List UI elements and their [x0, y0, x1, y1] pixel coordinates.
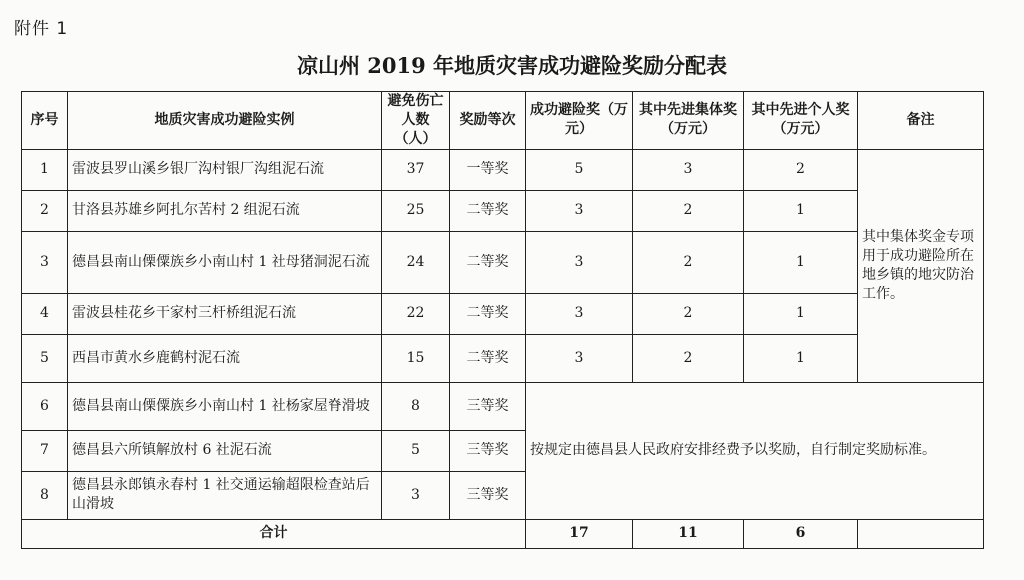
table-row — [22, 293, 984, 334]
page-title: 凉山州 2019 年地质灾害成功避险奖励分配表 — [296, 53, 728, 78]
row-avoided: 37 — [382, 149, 450, 190]
row-level: 二等奖 — [450, 334, 526, 382]
table-row — [22, 149, 984, 190]
header-seq: 序号 — [22, 92, 68, 150]
header-case: 地质灾害成功避险实例 — [68, 92, 382, 150]
row-reward: 3 — [526, 334, 633, 382]
attachment-label: 附件 1 — [14, 19, 69, 39]
row-collective: 2 — [633, 231, 744, 293]
row-reward: 5 — [526, 149, 633, 190]
row-case: 德昌县南山傈僳族乡小南山村 1 社母猪洞泥石流 — [68, 231, 382, 293]
row-collective: 2 — [633, 293, 744, 334]
row-level: 三等奖 — [450, 471, 526, 519]
total-individual: 6 — [744, 519, 858, 548]
row-seq: 6 — [22, 382, 68, 430]
row-level: 二等奖 — [450, 190, 526, 231]
row-level: 三等奖 — [450, 430, 526, 471]
table-row — [22, 382, 984, 430]
reward-table — [21, 91, 984, 549]
note-lower: 按规定由德昌县人民政府安排经费予以奖励，自行制定奖励标准。 — [526, 382, 984, 519]
row-collective: 2 — [633, 190, 744, 231]
row-case: 雷波县罗山溪乡银厂沟村银厂沟组泥石流 — [68, 149, 382, 190]
header-individual: 其中先进个人奖（万元） — [744, 92, 858, 150]
row-level: 一等奖 — [450, 149, 526, 190]
row-avoided: 3 — [382, 471, 450, 519]
row-avoided: 8 — [382, 382, 450, 430]
row-avoided: 5 — [382, 430, 450, 471]
row-individual: 1 — [744, 293, 858, 334]
row-case: 德昌县永郎镇永春村 1 社交通运输超限检查站后山滑坡 — [68, 471, 382, 519]
table-row — [22, 190, 984, 231]
row-individual: 1 — [744, 190, 858, 231]
header-note: 备注 — [858, 92, 984, 150]
table-row — [22, 334, 984, 382]
row-seq: 8 — [22, 471, 68, 519]
note-upper: 其中集体奖金专项用于成功避险所在地乡镇的地灾防治工作。 — [858, 149, 984, 382]
total-reward: 17 — [526, 519, 633, 548]
row-individual: 1 — [744, 334, 858, 382]
table-row — [22, 231, 984, 293]
header-collective: 其中先进集体奖（万元） — [633, 92, 744, 150]
row-avoided: 15 — [382, 334, 450, 382]
row-level: 二等奖 — [450, 293, 526, 334]
row-seq: 2 — [22, 190, 68, 231]
row-collective: 2 — [633, 334, 744, 382]
total-row — [22, 519, 984, 548]
row-individual: 1 — [744, 231, 858, 293]
header-avoided: 避免伤亡人数（人） — [382, 92, 450, 150]
row-collective: 3 — [633, 149, 744, 190]
row-avoided: 24 — [382, 231, 450, 293]
table-header-row — [22, 92, 984, 150]
row-case: 雷波县桂花乡干家村三杆桥组泥石流 — [68, 293, 382, 334]
row-seq: 4 — [22, 293, 68, 334]
header-level: 奖励等次 — [450, 92, 526, 150]
row-seq: 1 — [22, 149, 68, 190]
row-reward: 3 — [526, 231, 633, 293]
row-seq: 3 — [22, 231, 68, 293]
row-avoided: 25 — [382, 190, 450, 231]
row-case: 西昌市黄水乡鹿鹤村泥石流 — [68, 334, 382, 382]
row-avoided: 22 — [382, 293, 450, 334]
total-note — [858, 519, 984, 548]
row-reward: 3 — [526, 293, 633, 334]
row-reward: 3 — [526, 190, 633, 231]
row-case: 德昌县六所镇解放村 6 社泥石流 — [68, 430, 382, 471]
row-individual: 2 — [744, 149, 858, 190]
row-level: 二等奖 — [450, 231, 526, 293]
row-seq: 5 — [22, 334, 68, 382]
row-level: 三等奖 — [450, 382, 526, 430]
row-seq: 7 — [22, 430, 68, 471]
total-label: 合计 — [22, 519, 526, 548]
row-case: 德昌县南山傈僳族乡小南山村 1 社杨家屋脊滑坡 — [68, 382, 382, 430]
header-reward: 成功避险奖（万元） — [526, 92, 633, 150]
total-collective: 11 — [633, 519, 744, 548]
row-case: 甘洛县苏雄乡阿扎尔苦村 2 组泥石流 — [68, 190, 382, 231]
